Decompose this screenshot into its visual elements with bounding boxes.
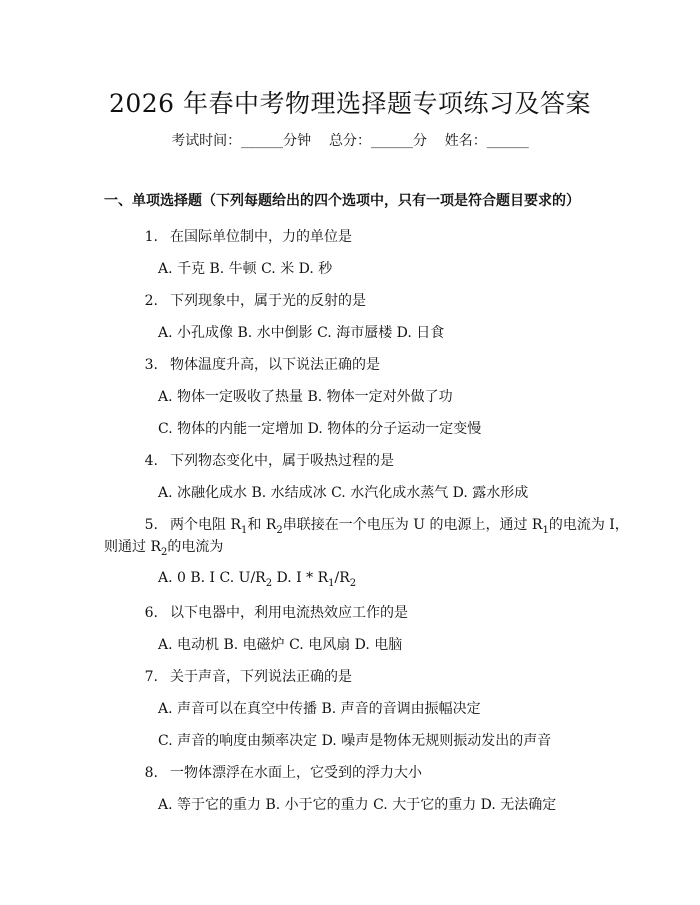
- question-7: [104, 666, 352, 686]
- question-4-options: A. 冰融化成水 B. 水结成冰 C. 水汽化成水蒸气 D. 露水形成: [158, 485, 529, 501]
- question-text: 下列物态变化中，属于吸热过程的是: [170, 453, 394, 469]
- question-text-part: 两个电阻 R: [170, 517, 241, 533]
- question-text: 关于声音，下列说法正确的是: [170, 669, 352, 685]
- question-text: 下列现象中，属于光的反射的是: [170, 293, 366, 309]
- subscript: 1: [542, 524, 549, 536]
- question-text: 物体温度升高，以下说法正确的是: [170, 357, 380, 373]
- subscript: 1: [328, 577, 335, 589]
- subscript: 1: [241, 524, 248, 536]
- question-3: [104, 354, 380, 374]
- option-text-part: D. I * R: [272, 570, 329, 586]
- question-number: 7.: [144, 669, 158, 685]
- question-text-part: 的电流为 I，: [548, 517, 629, 533]
- question-number: 8.: [144, 765, 158, 781]
- subscript: 2: [265, 577, 273, 589]
- subscript: 2: [276, 524, 283, 536]
- question-3-options-ab: A. 物体一定吸收了热量 B. 物体一定对外做了功: [158, 389, 453, 405]
- question-4: [104, 450, 394, 470]
- question-text-part: 的电流为: [167, 539, 224, 555]
- question-2-options: A. 小孔成像 B. 水中倒影 C. 海市蜃楼 D. 日食: [158, 325, 445, 341]
- question-8: [104, 762, 422, 782]
- subscript: 2: [349, 577, 357, 589]
- question-text: 在国际单位制中，力的单位是: [170, 229, 352, 245]
- question-5-options: [158, 570, 356, 589]
- question-text-part: 则通过 R: [104, 539, 161, 555]
- option-text-part: /R: [334, 570, 350, 586]
- question-7-options-cd: C. 声音的响度由频率决定 D. 噪声是物体无规则振动发出的声音: [158, 733, 552, 749]
- question-number: 4.: [144, 453, 158, 469]
- question-6: [104, 602, 408, 622]
- question-text-part: 串联接在一个电压为 U 的电源上，通过 R: [282, 517, 543, 533]
- question-number: 3.: [144, 357, 158, 373]
- question-1-options: A. 千克 B. 牛顿 C. 米 D. 秒: [158, 261, 333, 277]
- question-5: [104, 514, 629, 536]
- option-text-part: A. 0 B. I C. U/R: [158, 570, 266, 586]
- subscript: 2: [161, 546, 168, 558]
- question-number: 2.: [144, 293, 158, 309]
- question-text-part: 和 R: [247, 517, 277, 533]
- question-text: 以下电器中，利用电流热效应工作的是: [170, 605, 408, 621]
- question-number: 5.: [144, 517, 158, 533]
- question-6-options: A. 电动机 B. 电磁炉 C. 电风扇 D. 电脑: [158, 637, 403, 653]
- question-text: 一物体漂浮在水面上，它受到的浮力大小: [170, 765, 422, 781]
- question-8-options: A. 等于它的重力 B. 小于它的重力 C. 大于它的重力 D. 无法确定: [158, 797, 557, 813]
- question-3-options-cd: C. 物体的内能一定增加 D. 物体的分子运动一定变慢: [158, 421, 482, 437]
- question-number: 1.: [144, 229, 158, 245]
- question-7-options-ab: A. 声音可以在真空中传播 B. 声音的音调由振幅决定: [158, 701, 481, 717]
- question-number: 6.: [144, 605, 158, 621]
- question-2: [104, 290, 366, 310]
- exam-info-line: 考试时间：______分钟 总分：______分 姓名：______: [171, 133, 529, 149]
- section-heading: 一、单项选择题（下列每题给出的四个选项中，只有一项是符合题目要求的）: [104, 193, 580, 209]
- page-title: 2026 年春中考物理选择题专项练习及答案: [108, 89, 592, 118]
- question-1: [104, 226, 352, 246]
- question-5-continued: [104, 536, 223, 558]
